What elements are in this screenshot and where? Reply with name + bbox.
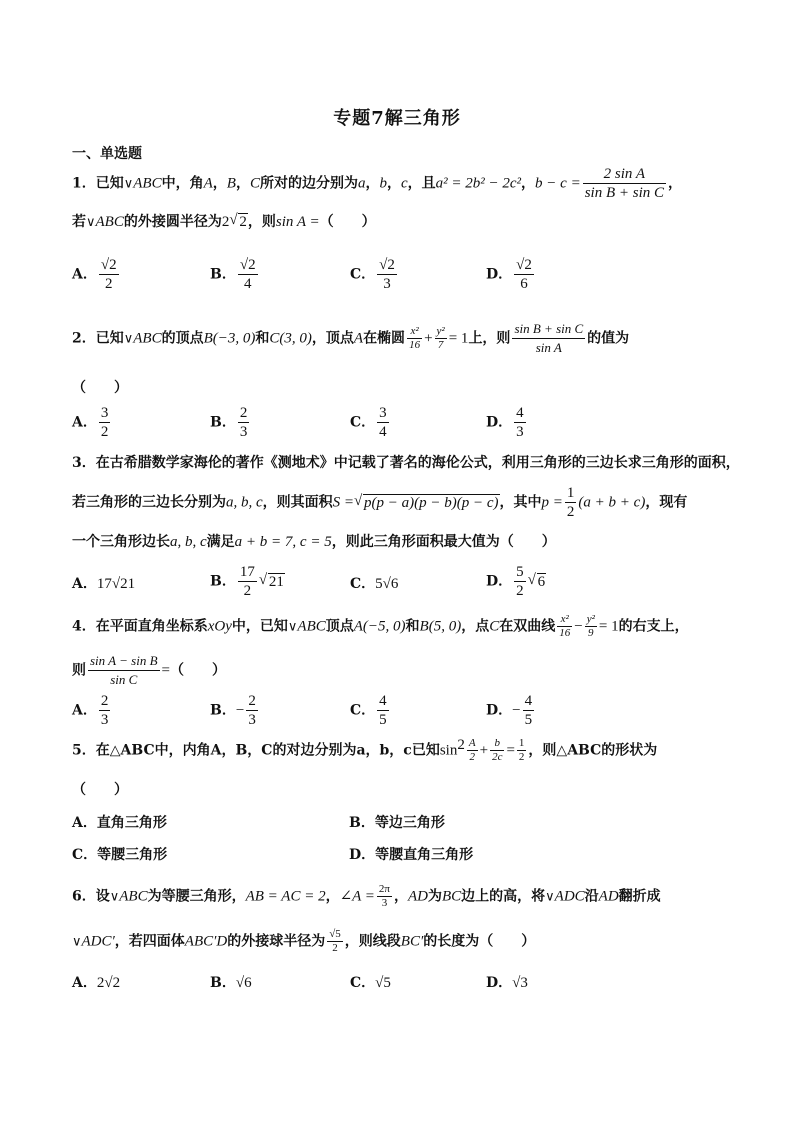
q3-option-c[interactable]: C．5√6 <box>350 576 399 592</box>
q4-option-b[interactable]: B．− $\frac{2}{3}$ <box>210 693 256 728</box>
q6-option-c[interactable]: C．√5 <box>350 975 391 991</box>
q6-line2: ∨ADC′，若四面体ABC′D的外接球半径为 $\frac{√5}{2}$ ，则线段BC′的长度为（ ） <box>72 928 536 954</box>
q1-option-d[interactable]: D． $\frac{√2}{6}$ <box>486 257 532 292</box>
q1-option-a[interactable]: A． $\frac{√2}{2}$ <box>72 257 117 292</box>
q4-option-d[interactable]: D．− $\frac{4}{5}$ <box>486 693 533 728</box>
q3-line3: 一个三角形边长a, b, c满足a + b = 7, c = 5，则此三角形面积最大值为（ ） <box>72 534 556 550</box>
q2-line2: （ ） <box>72 380 128 396</box>
q5-option-c[interactable]: C．等腰三角形 <box>72 847 168 863</box>
q5-line1: 5．在△ABC中，内角A，B，C的对边分别为a，b，c已知$\sin^2$ $\frac{A}{2}$ + $\frac{b}{2c}$ = $\frac{1}{2}$ ，则△ABC的形状为 <box>72 736 658 763</box>
q6-option-b[interactable]: B．√6 <box>210 975 252 991</box>
q1-line1: 1．已知∨ABC中，角A，B，C所对的边分别为a，b，c，且a² = 2b² − 2c²，b − c = $\frac{\text{2 sin A}}{\text{sin B + sin C}}$ ， <box>72 166 683 201</box>
section-heading: 一、单选题 <box>72 146 142 162</box>
q6-option-a[interactable]: A．2√2 <box>72 975 121 991</box>
q4-option-c[interactable]: C． $\frac{4}{5}$ <box>350 693 387 728</box>
q3-option-b[interactable]: B． $\frac{17}{2}$ √ 21 <box>210 563 285 600</box>
q5-option-a[interactable]: A．直角三角形 <box>72 815 167 831</box>
q1-option-c[interactable]: C． $\frac{√2}{3}$ <box>350 257 395 292</box>
q2-option-b[interactable]: B． $\frac{2}{3}$ <box>210 405 248 440</box>
q6-option-d[interactable]: D．√3 <box>486 975 528 991</box>
q1-fraction: $\frac{\text{2 sin A}}{\text{sin B + sin C}}$ <box>584 166 665 201</box>
q3-line1: 3．在古希腊数学家海伦的著作《测地术》中记载了著名的海伦公式，利用三角形的三边长求三角形的面积， <box>72 455 740 471</box>
q4-line2: 则 $\frac{\text{sin A − sin B}}{\text{sin C}}$ =（ ） <box>72 653 226 687</box>
q4-line1: 4．在平面直角坐标系xOy中，已知∨ABC顶点A(−5, 0)和B(5, 0)，点C在双曲线 $\frac{\text{x²}}{16}$ − $\frac{\text{y²}}{9}$ = 1的右支上， <box>72 613 689 639</box>
q5-line2: （ ） <box>72 782 128 798</box>
q3-line2: 若三角形的三边长分别为a, b, c，则其面积S =√ p(p − a)(p − b)(p − c)，其中p = $\frac{1}{2}$ (a + b + c)，现有 <box>72 484 687 521</box>
q1-line2: 若∨ABC的外接圆半径为2√ 2，则sin A =（ ） <box>72 211 376 231</box>
q5-option-b[interactable]: B．等边三角形 <box>349 815 445 831</box>
q2-option-c[interactable]: C． $\frac{3}{4}$ <box>350 405 387 440</box>
page-title: 专题7解三角形 <box>333 108 461 129</box>
q2-line1: 2．已知∨ABC的顶点B(−3, 0)和C(3, 0)，顶点A在椭圆 $\frac{\text{x²}}{16}$ + $\frac{\text{y²}}{7}$ = 1上，则 $\frac{\text{sin B + sin C}}{\text{sin A}}$ 的值为 <box>72 321 630 355</box>
q6-line1: 6．设∨ABC为等腰三角形，AB = AC = 2，∠A = $\frac{2\pi}{3}$ ，AD为BC边上的高，将∨ADC沿AD翻折成 <box>72 883 661 909</box>
q2-option-d[interactable]: D． $\frac{4}{3}$ <box>486 405 524 440</box>
q5-option-d[interactable]: D．等腰直角三角形 <box>349 847 474 863</box>
q3-option-d[interactable]: D． $\frac{5}{2}$ √ 6 <box>486 563 546 600</box>
q3-option-a[interactable]: A．17√21 <box>72 576 136 592</box>
q2-option-a[interactable]: A． $\frac{3}{2}$ <box>72 405 109 440</box>
q4-option-a[interactable]: A． $\frac{2}{3}$ <box>72 693 109 728</box>
q1-option-b[interactable]: B． $\frac{√2}{4}$ <box>210 257 256 292</box>
